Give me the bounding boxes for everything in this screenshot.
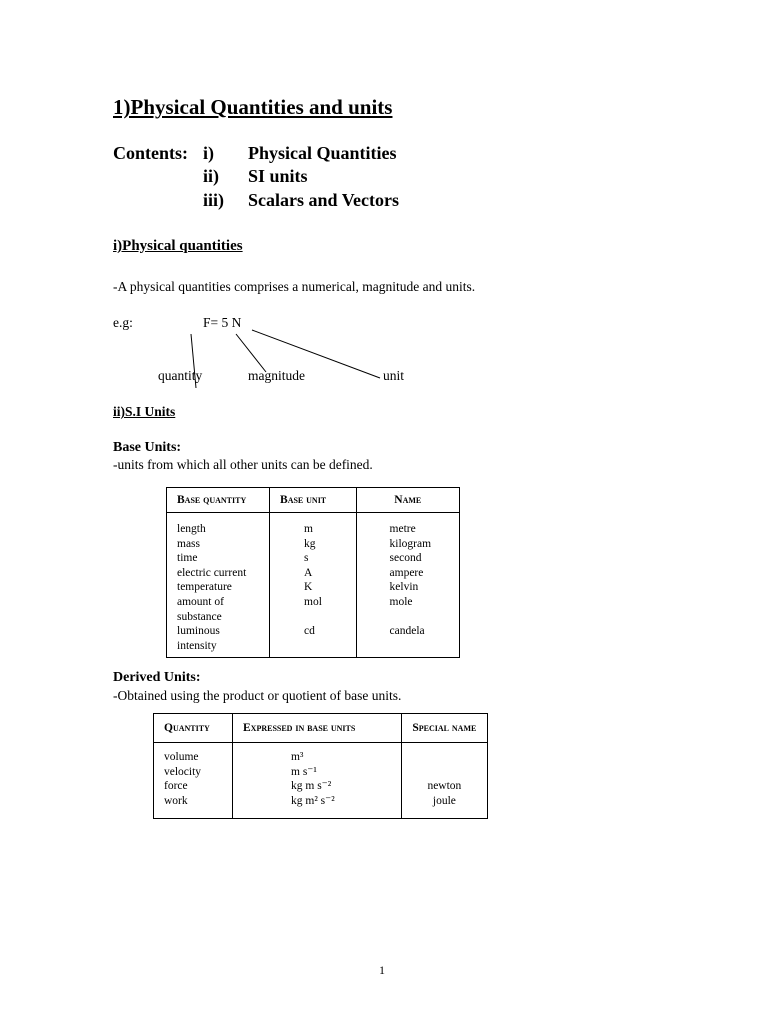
table-cell: second bbox=[356, 551, 459, 566]
table-cell bbox=[401, 743, 487, 765]
column-header: Expressed in base units bbox=[233, 714, 402, 743]
table-cell: force bbox=[164, 780, 188, 793]
table-cell: mol bbox=[270, 595, 356, 624]
example-label: e.g: bbox=[113, 315, 133, 330]
table-cell: candela bbox=[356, 624, 459, 658]
column-header: Name bbox=[356, 488, 459, 513]
table-row bbox=[154, 743, 488, 765]
table-cell bbox=[401, 765, 487, 780]
contents-item-text: Scalars and Vectors bbox=[248, 190, 400, 210]
table-cell: mole bbox=[356, 595, 459, 624]
table-row bbox=[167, 566, 460, 581]
section-heading-physical-quantities: i)Physical quantities bbox=[113, 238, 243, 254]
table-cell: m s⁻¹ bbox=[233, 765, 402, 780]
base-units-definition: -units from which all other units can be defined. bbox=[113, 457, 373, 472]
contents-item-num: iii) bbox=[203, 190, 224, 210]
contents-label: Contents: bbox=[113, 143, 188, 163]
table-cell: ampere bbox=[356, 566, 459, 581]
table-cell: mass bbox=[177, 537, 200, 550]
physical-quantity-definition: -A physical quantities comprises a numerical, magnitude and units. bbox=[113, 279, 476, 294]
table-cell: m bbox=[270, 513, 356, 537]
table-cell: length bbox=[177, 523, 206, 535]
table-cell: m³ bbox=[233, 743, 402, 765]
contents-item-text: Physical Quantities bbox=[248, 143, 397, 163]
table-cell: amount of substance bbox=[177, 595, 224, 623]
table-row bbox=[167, 624, 460, 658]
section-heading-si-units: ii)S.I Units bbox=[113, 404, 176, 419]
table-cell: electric current bbox=[177, 566, 247, 579]
page-number: 1 bbox=[379, 963, 385, 977]
table-row bbox=[167, 537, 460, 552]
table-row bbox=[167, 580, 460, 595]
table-cell: K bbox=[270, 580, 356, 595]
table-cell: volume bbox=[164, 751, 199, 763]
table-cell: kelvin bbox=[356, 580, 459, 595]
table-cell: luminous intensity bbox=[177, 625, 220, 652]
column-header: Special name bbox=[401, 714, 487, 743]
table-row bbox=[154, 779, 488, 794]
table-cell: newton bbox=[401, 779, 487, 794]
table-cell: metre bbox=[356, 513, 459, 537]
contents-item-num: i) bbox=[203, 143, 214, 163]
contents-item-num: ii) bbox=[203, 166, 219, 186]
label-quantity: quantity bbox=[158, 368, 203, 383]
table-cell: cd bbox=[270, 624, 356, 658]
label-unit: unit bbox=[383, 368, 405, 383]
table-cell: velocity bbox=[164, 765, 202, 778]
table-row bbox=[167, 513, 460, 537]
table-cell: joule bbox=[401, 794, 487, 819]
table-cell: temperature bbox=[177, 581, 232, 594]
column-header: Base unit bbox=[270, 488, 356, 513]
table-header-row bbox=[167, 488, 460, 513]
table-cell: time bbox=[177, 552, 198, 565]
label-magnitude: magnitude bbox=[248, 368, 305, 383]
column-header: Quantity bbox=[154, 714, 233, 743]
derived-units-table bbox=[153, 713, 488, 819]
table-cell: kg m² s⁻² bbox=[233, 794, 402, 819]
table-cell: s bbox=[270, 551, 356, 566]
derived-units-heading: Derived Units: bbox=[113, 670, 201, 685]
pointer-line-magnitude bbox=[236, 334, 266, 372]
table-row bbox=[167, 551, 460, 566]
table-cell: A bbox=[270, 566, 356, 581]
table-cell: kilogram bbox=[356, 537, 459, 552]
base-units-table bbox=[166, 487, 460, 658]
table-row bbox=[167, 595, 460, 624]
table-cell: kg m s⁻² bbox=[233, 779, 402, 794]
table-row bbox=[154, 794, 488, 819]
column-header: Base quantity bbox=[167, 488, 270, 513]
example-equation: F= 5 N bbox=[203, 315, 242, 330]
base-units-heading: Base Units: bbox=[113, 440, 182, 455]
page-title: 1)Physical Quantities and units bbox=[113, 95, 393, 119]
derived-units-definition: -Obtained using the product or quotient of base units. bbox=[113, 688, 402, 703]
table-cell: work bbox=[164, 794, 188, 807]
table-cell: kg bbox=[270, 537, 356, 552]
table-row bbox=[154, 765, 488, 780]
contents-item-text: SI units bbox=[248, 166, 308, 186]
table-header-row bbox=[154, 714, 488, 743]
